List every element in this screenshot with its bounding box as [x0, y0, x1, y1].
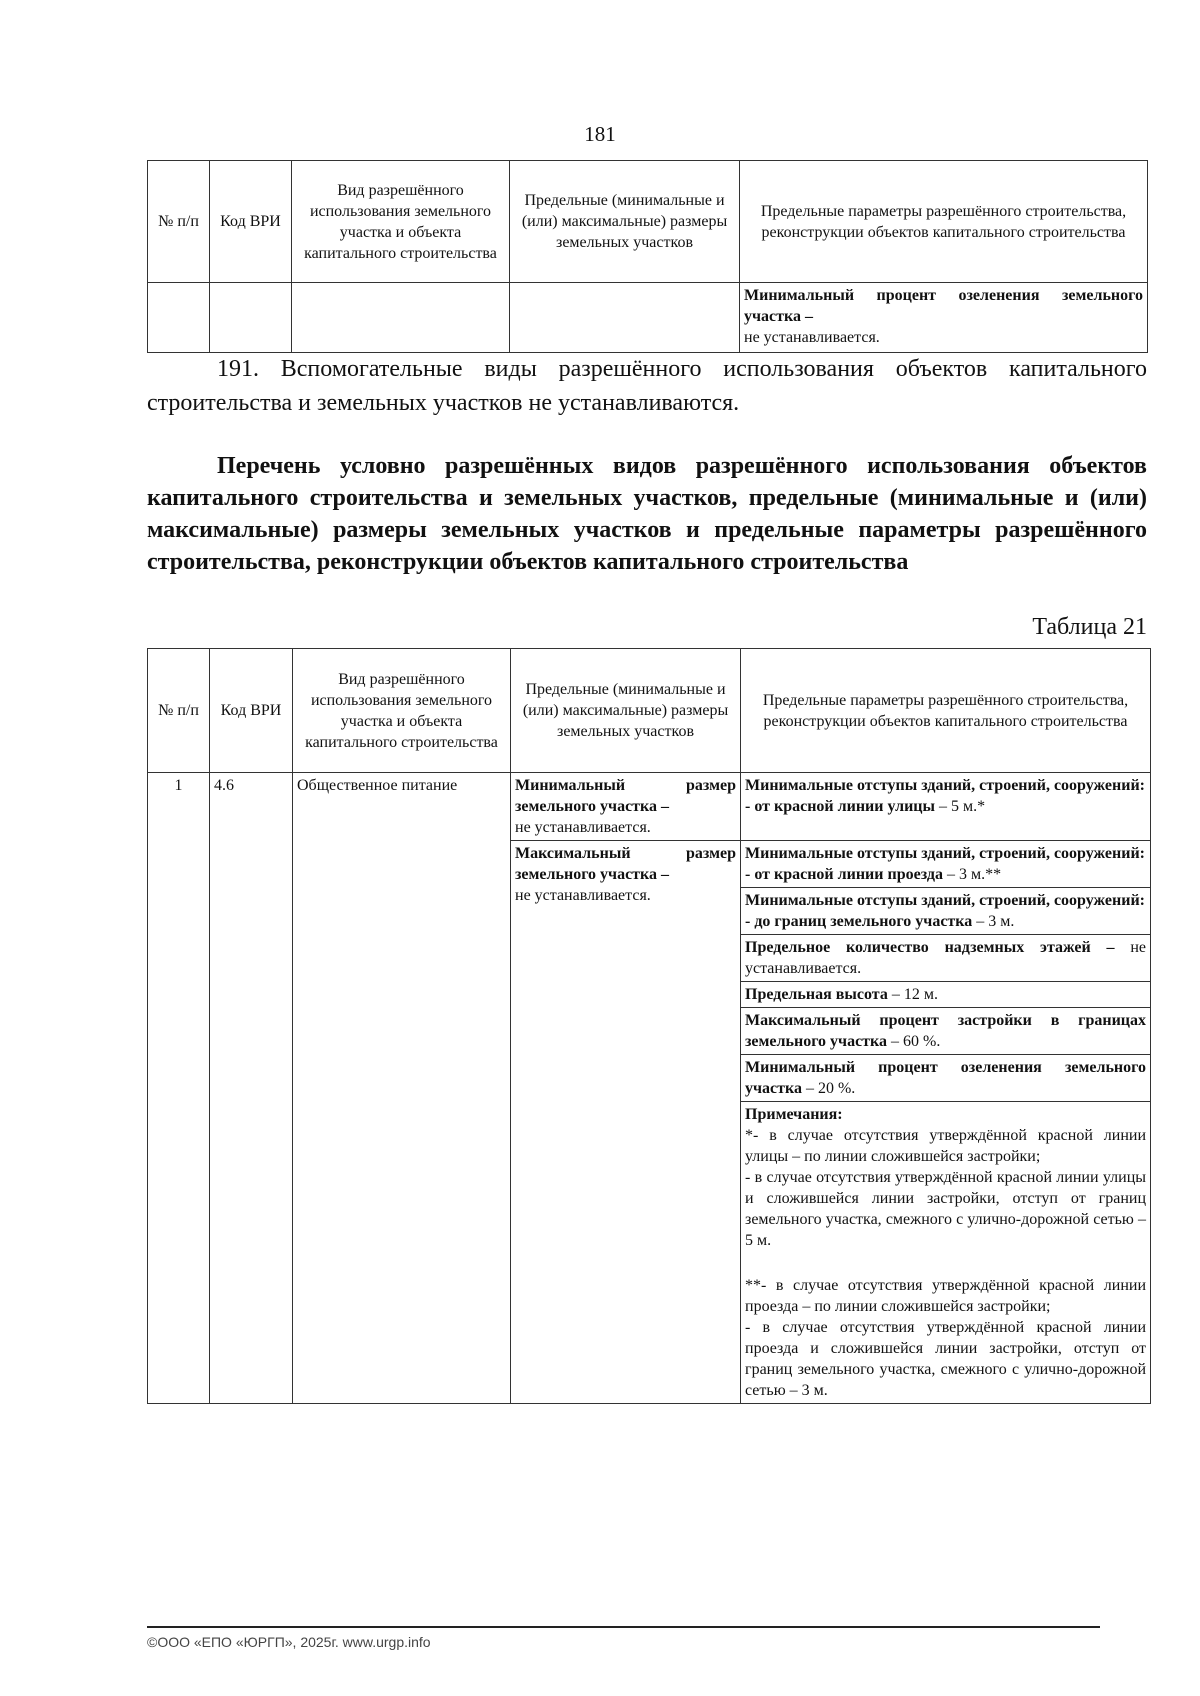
param-value: – 12 м.	[887, 986, 938, 1003]
size-min-cell	[511, 773, 741, 841]
param-bold: Предельное количество надземных этажей –	[745, 939, 1115, 956]
footer-text: ©ООО «ЕПО «ЮРГП», 2025г. www.urgp.info	[147, 1634, 431, 1650]
param-bold2: - от красной линии улицы	[745, 798, 935, 815]
note-text: **- в случае отсутствия утверждённой красной линии проезда – по линии сложившейся застройки;	[745, 1277, 1146, 1315]
row-num: 1	[148, 773, 210, 1404]
note-text: - в случае отсутствия утверждённой красной линии проезда и сложившейся линии застройки, отступ от границ земельного участка, смежного с улично-дорожной сетью – 3 м.	[745, 1319, 1146, 1399]
cell-empty	[510, 283, 740, 353]
page-number: 181	[584, 122, 616, 146]
notes-title: Примечания:	[745, 1106, 843, 1123]
header-num: № п/п	[148, 649, 210, 773]
param-value: – 60 %.	[887, 1033, 941, 1050]
param-cell	[740, 283, 1148, 353]
param-bold: Минимальный процент озеленения земельного участка	[745, 1059, 1146, 1097]
size-max-normal: не устанавливается.	[515, 887, 651, 904]
param-bold: Минимальные отступы зданий, строений, сооружений:	[745, 777, 1145, 794]
paragraph-191: 191. Вспомогательные виды разрешённого использования объектов капитального строительства и земельных участков не устанавливаются.	[147, 356, 1147, 416]
param-value: – 3 м.**	[942, 866, 1002, 883]
header-code: Код ВРИ	[210, 649, 293, 773]
size-min-normal: не устанавливается.	[515, 819, 651, 836]
header-code: Код ВРИ	[210, 161, 292, 283]
param-value: – 3 м.	[972, 913, 1015, 930]
cell-empty	[148, 283, 210, 353]
notes-cell	[741, 1102, 1151, 1404]
param-bold: Минимальные отступы зданий, строений, сооружений:	[745, 892, 1145, 909]
param-bold2: - от красной линии проезда	[745, 866, 943, 883]
table-caption: Таблица 21	[1032, 614, 1147, 640]
header-sizes: Предельные (минимальные и (или) максимальные) размеры земельных участков	[510, 161, 740, 283]
param-value: не устанавливается.	[745, 939, 1146, 977]
header-type: Вид разрешённого использования земельного участка и объекта капитального строительства	[292, 161, 510, 283]
cell-empty	[292, 283, 510, 353]
param-value: – 20 %.	[801, 1080, 856, 1097]
note-text: - в случае отсутствия утверждённой красной линии улицы и сложившейся линии застройки, отступ от границ земельного участка, смежного с улично-дорожной сетью – 5 м.	[745, 1169, 1146, 1249]
section-heading: Перечень условно разрешённых видов разрешённого использования объектов капитального строительства и земельных участков, предельные (минимальные и (или) максимальные) размеры земельных участков и предельные параметры разрешённого строительства, реконструкции объектов капитального строительства	[147, 453, 1147, 575]
param-bold-text: Минимальный процент озеленения земельного участка –	[744, 287, 1143, 325]
param-normal-text: не устанавливается.	[744, 329, 880, 346]
header-num: № п/п	[148, 161, 210, 283]
param-bold: Минимальные отступы зданий, строений, сооружений:	[745, 845, 1145, 862]
cell-empty	[210, 283, 292, 353]
param-cell	[741, 982, 1151, 1008]
param-bold: Предельная высота	[745, 986, 888, 1003]
header-type: Вид разрешённого использования земельного участка и объекта капитального строительства	[293, 649, 511, 773]
table-21	[147, 648, 1151, 1404]
note-text: *- в случае отсутствия утверждённой красной линии улицы – по линии сложившейся застройки;	[745, 1127, 1146, 1165]
header-params: Предельные параметры разрешённого строительства, реконструкции объектов капитального строительства	[740, 161, 1148, 283]
param-bold: Максимальный процент застройки в границах земельного участка	[745, 1012, 1146, 1050]
param-cell	[741, 1055, 1151, 1102]
header-params: Предельные параметры разрешённого строительства, реконструкции объектов капитального строительства	[741, 649, 1151, 773]
header-sizes: Предельные (минимальные и (или) максимальные) размеры земельных участков	[511, 649, 741, 773]
row-code: 4.6	[210, 773, 293, 1404]
param-cell	[741, 888, 1151, 935]
row-type: Общественное питание	[293, 773, 511, 1404]
continuation-table	[147, 160, 1148, 353]
param-bold2: - до границ земельного участка	[745, 913, 973, 930]
param-value: – 5 м.*	[935, 798, 986, 815]
size-max-bold: Максимальный размер земельного участка –	[515, 845, 736, 883]
param-cell	[741, 841, 1151, 888]
size-max-cell	[511, 841, 741, 1404]
footer-divider	[147, 1626, 1100, 1628]
param-cell	[741, 935, 1151, 982]
size-min-bold: Минимальный размер земельного участка –	[515, 777, 736, 815]
param-cell	[741, 773, 1151, 841]
param-cell	[741, 1008, 1151, 1055]
